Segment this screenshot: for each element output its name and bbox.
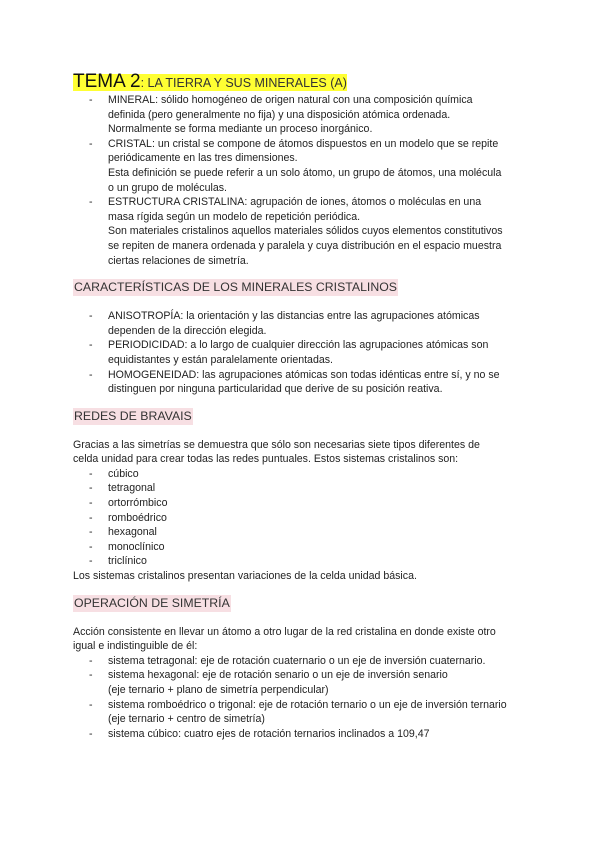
text-line: dependen de la dirección elegida. bbox=[108, 324, 267, 337]
text-line: - sistema tetragonal: eje de rotación cuaternario o un eje de inversión cuaternario. bbox=[108, 654, 486, 667]
text-line: Esta definición se puede referir a un solo átomo, un grupo de átomos, una molécula bbox=[108, 166, 502, 179]
text-line: (eje ternario + centro de simetría) bbox=[108, 713, 265, 726]
text-line: Normalmente se forma mediante un proceso inorgánico. bbox=[108, 123, 373, 136]
text-line: se repiten de manera ordenada y paralela y cuya distribución en el espacio muestra bbox=[108, 239, 502, 252]
text-line: - CRISTAL: un cristal se compone de átomos dispuestos en un modelo que se repite bbox=[108, 137, 499, 150]
text-line: - sistema romboédrico o trigonal: eje de rotación ternario o un eje de inversión ternario bbox=[108, 698, 507, 711]
text-line: Gracias a las simetrías se demuestra que sólo son necesarias siete tipos diferentes de bbox=[73, 438, 480, 451]
text-line: celda unidad para crear todas las redes puntuales. Estos sistemas cristalinos son: bbox=[73, 453, 459, 466]
simetria-list bbox=[73, 654, 533, 742]
list-item: - hexagonal bbox=[73, 525, 533, 540]
section-heading-bravais: REDES DE BRAVAIS bbox=[74, 408, 192, 423]
list-item bbox=[73, 195, 533, 268]
section-heading-caracteristicas: CARACTERÍSTICAS DE LOS MINERALES CRISTALINOS bbox=[74, 280, 397, 295]
list-item bbox=[73, 727, 533, 742]
text-line: (eje ternario + plano de simetría perpendicular) bbox=[108, 684, 329, 696]
text-line: distinguen por ninguna particularidad que derive de su posición reativa. bbox=[108, 383, 443, 396]
text-line: - sistema cúbico: cuatro ejes de rotación ternarios inclinados a 109,47 bbox=[108, 727, 430, 740]
list-item bbox=[73, 668, 533, 697]
list-item: - romboédrico bbox=[73, 511, 533, 526]
text-line: - MINERAL: sólido homogéneo de origen natural con una composición química bbox=[108, 94, 473, 106]
text-line: - HOMOGENEIDAD: las agrupaciones atómicas son todas idénticas entre sí, y no se bbox=[108, 368, 500, 381]
list-item: - triclínico bbox=[73, 554, 533, 569]
list-item: - monoclínico bbox=[73, 540, 533, 555]
title-rest: : LA TIERRA Y SUS MINERALES (A) bbox=[140, 76, 347, 90]
text-line: - ESTRUCTURA CRISTALINA: agrupación de iones, átomos o moléculas en una bbox=[108, 196, 482, 209]
list-item bbox=[73, 93, 533, 137]
text-line: igual e indistinguible de él: bbox=[73, 640, 198, 653]
text-line: definida (pero generalmente no fija) y una disposición atómica ordenada. bbox=[108, 108, 451, 121]
document-title bbox=[73, 72, 533, 93]
list-item: - cúbico bbox=[73, 467, 533, 482]
text-line: masa rígida según un modelo de repetición periódica. bbox=[108, 210, 361, 223]
text-line: - sistema hexagonal: eje de rotación senario o un eje de inversión senario bbox=[108, 669, 448, 682]
text-line: periódicamente en las tres dimensiones. bbox=[108, 152, 298, 165]
definitions-list bbox=[73, 93, 533, 268]
crystal-systems-list bbox=[73, 467, 533, 569]
title-main: TEMA 2 bbox=[73, 71, 141, 92]
list-item bbox=[73, 309, 533, 338]
list-item: - tetragonal bbox=[73, 481, 533, 496]
simetria-intro bbox=[73, 625, 533, 654]
section-heading-simetria: OPERACIÓN DE SIMETRÍA bbox=[74, 595, 230, 610]
text-line: - ANISOTROPÍA: la orientación y las distancias entre las agrupaciones atómicas bbox=[108, 310, 480, 323]
list-item bbox=[73, 137, 533, 195]
text-line: ciertas relaciones de simetría. bbox=[108, 254, 249, 267]
document-page bbox=[73, 72, 533, 741]
bravais-intro bbox=[73, 438, 533, 467]
list-item bbox=[73, 338, 533, 367]
list-item: - ortorrómbico bbox=[73, 496, 533, 511]
list-item bbox=[73, 698, 533, 727]
text-line: equidistantes y están paralelamente orientadas. bbox=[108, 353, 333, 366]
list-item bbox=[73, 654, 533, 669]
text-line: Son materiales cristalinos aquellos materiales sólidos cuyos elementos constitutivos bbox=[108, 225, 503, 238]
list-item bbox=[73, 368, 533, 397]
text-line: o un grupo de moléculas. bbox=[108, 181, 227, 194]
text-line: - PERIODICIDAD: a lo largo de cualquier dirección las agrupaciones atómicas son bbox=[108, 339, 489, 352]
caracteristicas-list bbox=[73, 309, 533, 397]
bravais-outro: Los sistemas cristalinos presentan variaciones de la celda unidad básica. bbox=[73, 570, 417, 583]
text-line: Acción consistente en llevar un átomo a otro lugar de la red cristalina en donde existe otro bbox=[73, 625, 496, 638]
